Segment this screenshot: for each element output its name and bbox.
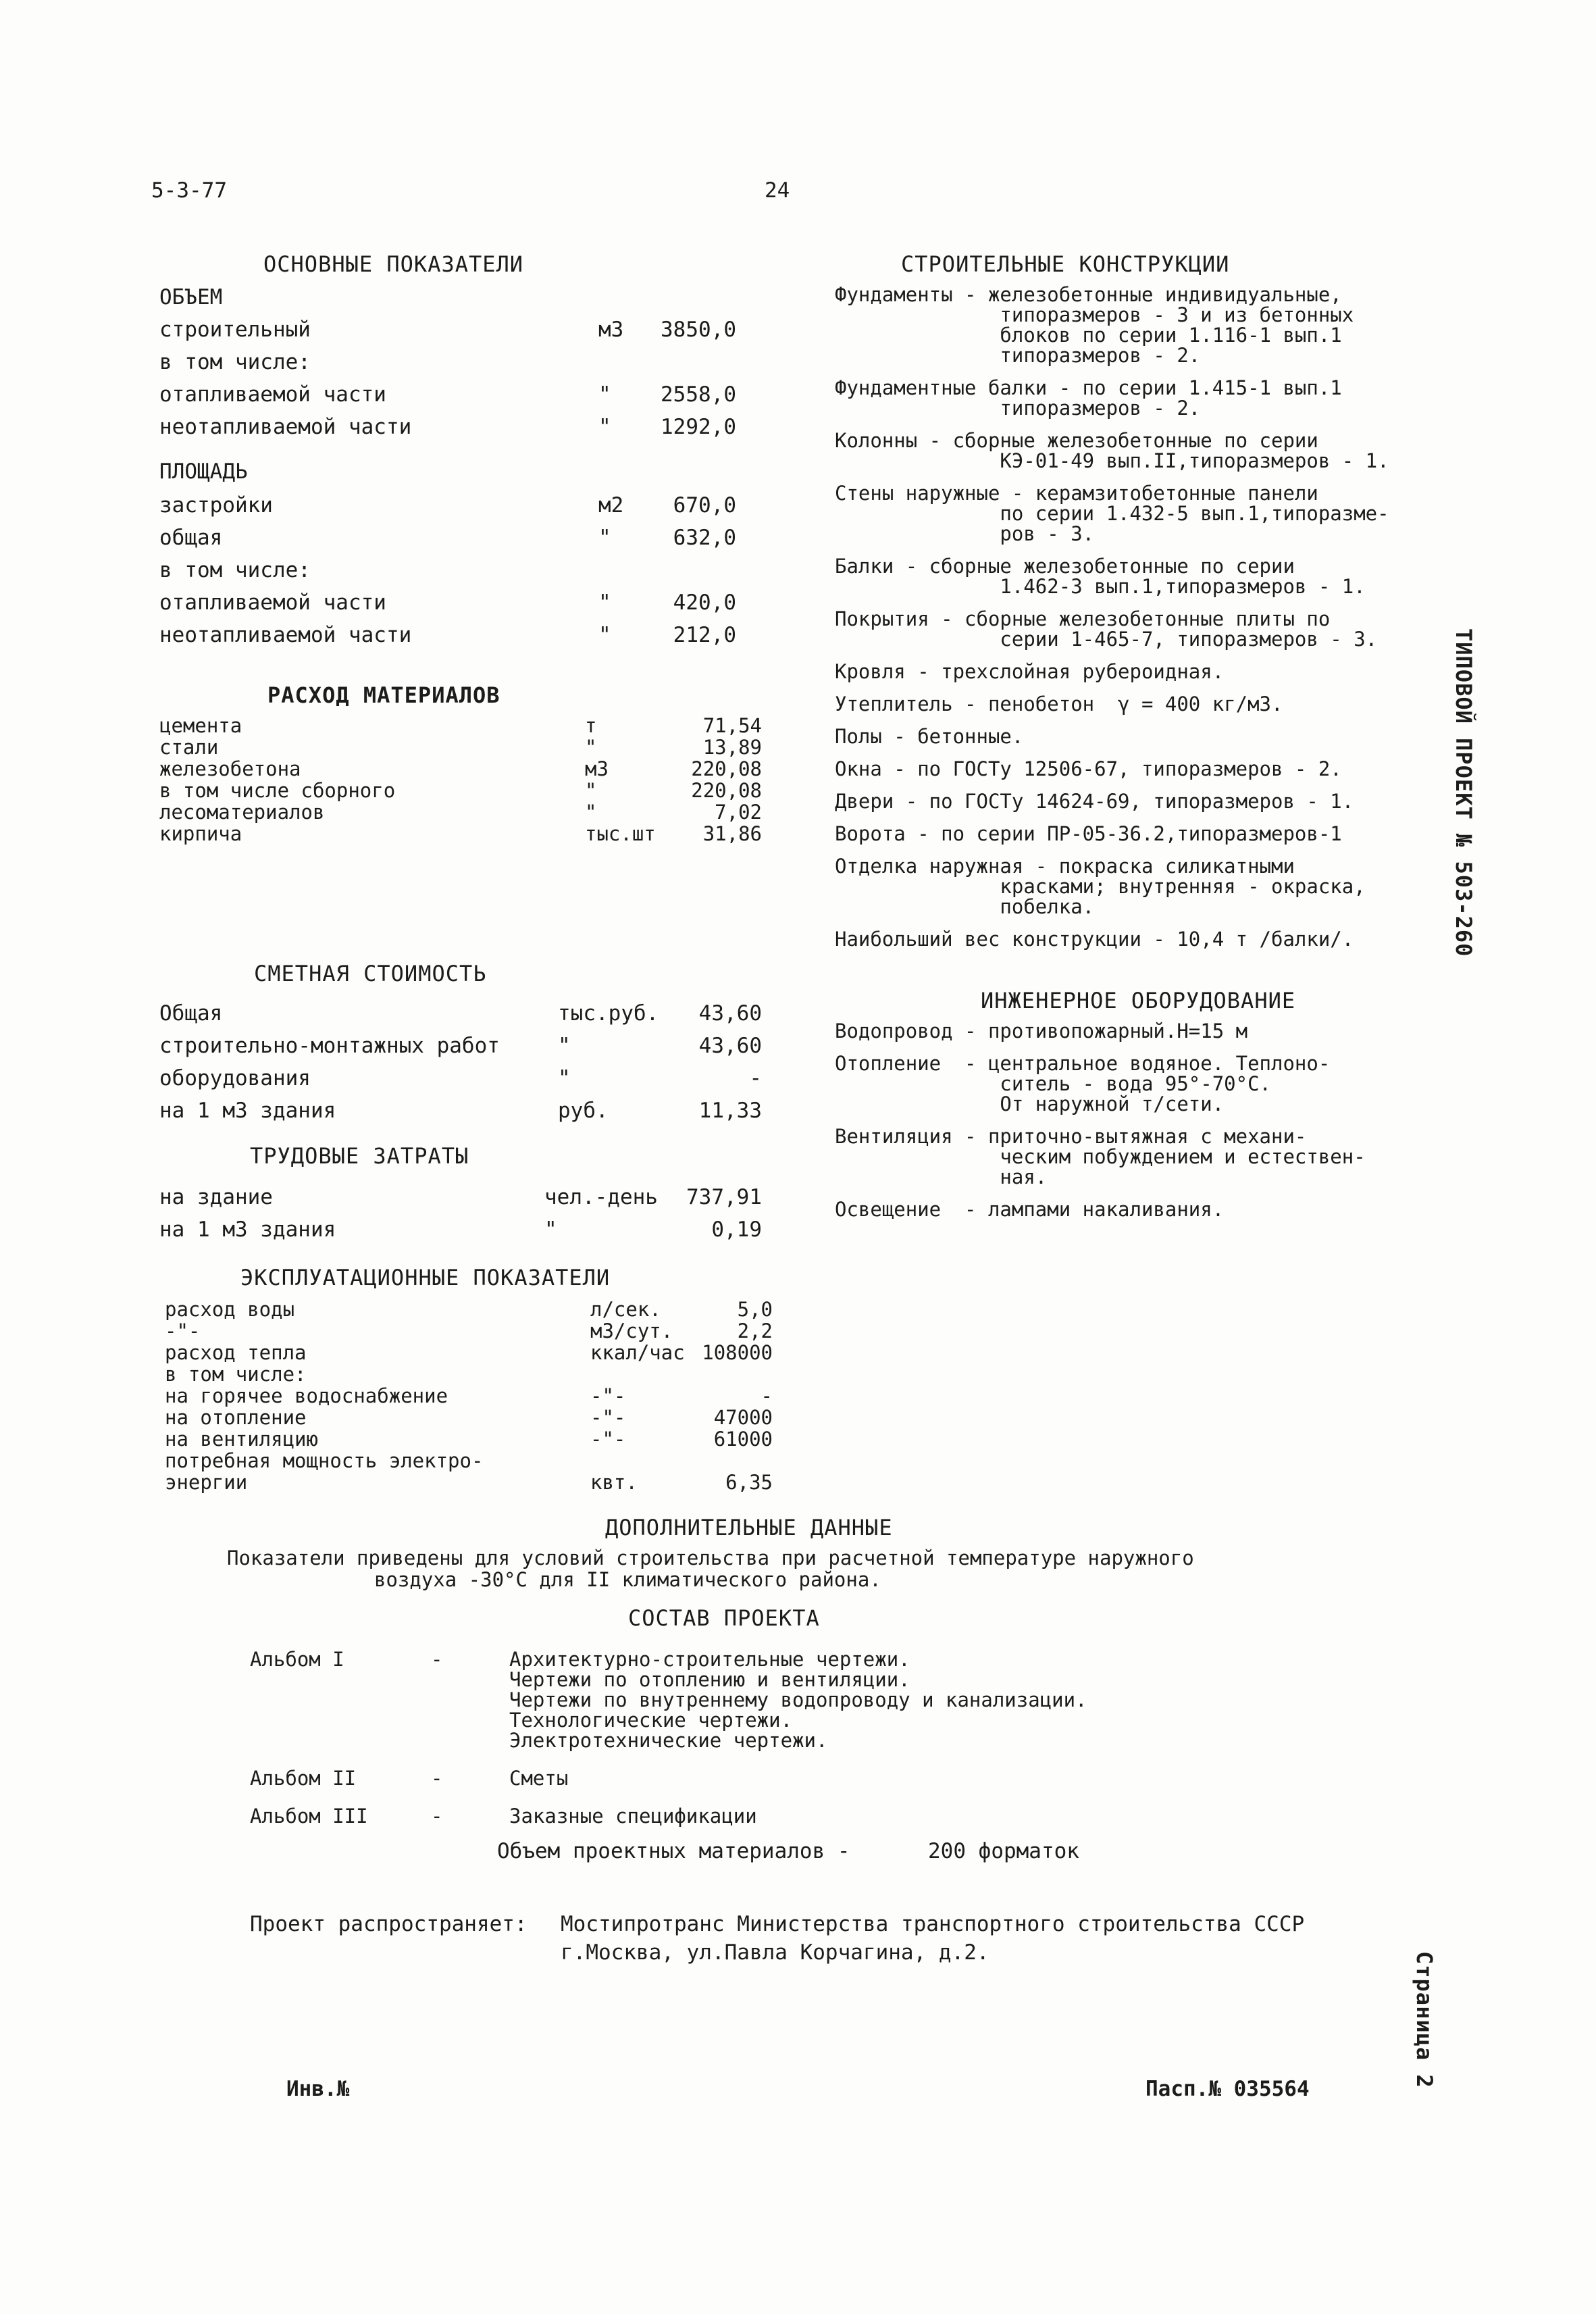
row-label: стали [159,736,219,759]
row-unit: чел.-день [544,1185,658,1209]
engineering-list [835,1020,1443,1250]
album-content-line: Чертежи по внутреннему водопроводу и канализации. [509,1688,1087,1711]
project-code-vertical: ТИПОВОЙ ПРОЕКТ № 503-260 [1451,628,1476,957]
list-line: серии 1-465-7, типоразмеров - 3. [835,628,1378,651]
list-line: ческим побуждением и естествен- [835,1145,1366,1168]
row-label: отапливаемой части [159,590,386,615]
row-label: в том числе: [165,1363,307,1386]
row-unit: " [558,1066,571,1090]
labor-heading: ТРУДОВЫЕ ЗАТРАТЫ [250,1143,469,1169]
row-label: в том числе: [159,350,311,374]
row-value: 632,0 [673,526,736,550]
row-label: неотапливаемой части [159,623,412,647]
row-value: 220,08 [691,779,762,802]
row-unit: " [585,801,597,824]
list-line: Наибольший вес конструкции - 10,4 т /балки/. [835,928,1354,951]
materials-heading: РАСХОД МАТЕРИАЛОВ [267,682,500,708]
list-line: Фундаменты - железобетонные индивидуальные, [835,283,1342,306]
row-unit: " [558,1034,571,1058]
row-label: расход тепла [165,1341,307,1364]
row-value: 737,91 [686,1185,762,1209]
row-label: общая [159,526,223,550]
row-unit: руб. [558,1099,609,1123]
area-heading: ПЛОЩАДЬ [159,459,248,484]
row-value: 212,0 [673,623,736,647]
composition-heading: СОСТАВ ПРОЕКТА [628,1605,820,1631]
row-value: 3850,0 [661,318,736,342]
row-value: 2558,0 [661,382,736,407]
list-line: Водопровод - противопожарный.Н=15 м [835,1020,1248,1042]
volume-heading: ОБЪЕМ [159,285,223,309]
row-unit: " [585,779,597,802]
row-value: 670,0 [673,493,736,518]
list-line: ров - 3. [835,522,1095,545]
row-value: 420,0 [673,590,736,615]
list-line: Кровля - трехслойная рубероидная. [835,660,1225,683]
row-label: лесоматериалов [159,801,325,824]
row-label: Общая [159,1001,223,1026]
list-line: Балки - сборные железобетонные по серии [835,555,1295,578]
materials-volume-label: Объем проектных материалов - [497,1839,850,1863]
row-unit: м2 [598,493,624,518]
row-value: 108000 [702,1341,773,1364]
row-value: 6,35 [725,1471,773,1494]
row-unit: " [585,736,597,759]
album-name: Альбом II [250,1767,357,1790]
list-line: типоразмеров - 2. [835,397,1201,420]
album-content-line: Чертежи по отоплению и вентиляции. [509,1668,910,1691]
row-label: кирпича [159,822,242,845]
list-line: От наружной т/сети. [835,1092,1225,1115]
row-value: 43,60 [698,1034,762,1058]
album-content-line: Электротехнические чертежи. [509,1729,828,1752]
album-dash: - [431,1648,443,1671]
row-value: 7,02 [715,801,762,824]
row-unit: -"- [590,1406,626,1429]
list-line: Стены наружные - керамзитобетонные панели [835,482,1318,505]
document-code: 5-3-77 [151,178,227,203]
operation-heading: ЭКСПЛУАТАЦИОННЫЕ ПОКАЗАТЕЛИ [240,1265,611,1290]
row-label: на горячее водоснабжение [165,1384,448,1407]
row-label: потребная мощность электро- [165,1449,484,1472]
constructions-heading: СТРОИТЕЛЬНЫЕ КОНСТРУКЦИИ [901,251,1230,277]
additional-heading: ДОПОЛНИТЕЛЬНЫЕ ДАННЫЕ [605,1515,893,1540]
list-line: Колонны - сборные железобетонные по серии [835,429,1318,452]
row-label: в том числе: [159,558,311,582]
row-label: неотапливаемой части [159,415,412,439]
row-unit: квт. [590,1471,638,1494]
list-line: Утеплитель - пенобетон γ = 400 кг/м3. [835,693,1283,715]
album-content-line: Заказные спецификации [509,1805,757,1828]
distribution-line-2: г.Москва, ул.Павла Корчагина, д.2. [561,1940,989,1965]
album-name: Альбом I [250,1648,344,1671]
list-line: Отопление - центральное водяное. Теплоно- [835,1052,1331,1075]
list-line: Покрытия - сборные железобетонные плиты по [835,607,1331,630]
row-label: строительно-монтажных работ [159,1034,500,1058]
row-unit: т [585,714,597,737]
row-value: 1292,0 [661,415,736,439]
row-unit: " [598,415,611,439]
row-label: -"- [165,1319,201,1342]
list-line: красками; внутренняя - окраска, [835,875,1366,898]
row-value: 5,0 [737,1298,773,1321]
row-value: 71,54 [702,714,762,737]
constructions-list [835,284,1443,959]
list-line: Освещение - лампами накаливания. [835,1198,1225,1221]
list-line: Двери - по ГОСТу 14624-69, типоразмеров - 1. [835,790,1354,813]
row-unit: " [598,526,611,550]
row-unit: " [544,1217,557,1242]
distribution-line-1: Мостипротранс Министерства транспортного строительства СССР [561,1912,1305,1936]
page-number: 24 [765,178,790,203]
list-line: Вентиляция - приточно-вытяжная с механи- [835,1125,1307,1148]
list-line: КЭ-01-49 вып.II,типоразмеров - 1. [835,449,1389,472]
row-label: железобетона [159,757,301,780]
main-title: ОСНОВНЫЕ ПОКАЗАТЕЛИ [263,251,524,277]
list-line: типоразмеров - 2. [835,344,1201,367]
list-line: 1.462-3 вып.1,типоразмеров - 1. [835,575,1366,598]
list-line: Полы - бетонные. [835,725,1024,748]
row-label: расход воды [165,1298,295,1321]
row-value: - [749,1066,762,1090]
row-label: энергии [165,1471,248,1494]
list-line: Фундаментные балки - по серии 1.415-1 вып.1 [835,376,1342,399]
row-value: 2,2 [737,1319,773,1342]
row-value: 13,89 [702,736,762,759]
page-label-vertical: Страница 2 [1412,1951,1437,2088]
album-content-line: Технологические чертежи. [509,1709,793,1732]
row-unit: тыс.шт [585,822,656,845]
row-label: на здание [159,1185,273,1209]
row-label: застройки [159,493,273,518]
materials-table [159,715,794,850]
cost-heading: СМЕТНАЯ СТОИМОСТЬ [254,961,487,986]
list-line: типоразмеров - 3 и из бетонных [835,303,1354,326]
row-unit: тыс.руб. [558,1001,659,1026]
row-label: на 1 м3 здания [159,1217,336,1242]
row-label: цемента [159,714,242,737]
row-label: строительный [159,318,311,342]
list-line: по серии 1.432-5 вып.1,типоразме- [835,502,1389,525]
row-value: 11,33 [698,1099,762,1123]
list-line: ная. [835,1165,1048,1188]
row-unit: ккал/час [590,1341,685,1364]
additional-line-2: воздуха -30°С для II климатического района. [374,1568,881,1591]
row-value: 43,60 [698,1001,762,1026]
passport-number: Пасп.№ 035564 [1145,2077,1310,2101]
operation-table [165,1299,800,1501]
album-dash: - [431,1805,443,1828]
row-label: на вентиляцию [165,1428,318,1451]
row-value: 31,86 [702,822,762,845]
row-unit: м3 [585,757,609,780]
list-line: Ворота - по серии ПР-05-36.2,типоразмеров-1 [835,822,1342,845]
row-label: в том числе сборного [159,779,396,802]
list-line: Окна - по ГОСТу 12506-67, типоразмеров - 2. [835,757,1342,780]
row-unit: м3/сут. [590,1319,673,1342]
row-label: отапливаемой части [159,382,386,407]
distribution-label: Проект распространяет: [250,1912,527,1936]
inventory-number: Инв.№ [286,2077,350,2101]
volume-table [159,316,794,451]
row-unit: " [598,623,611,647]
album-content-line: Сметы [509,1767,569,1790]
row-value: 61000 [713,1428,773,1451]
cost-table [159,1000,794,1135]
engineering-heading: ИНЖЕНЕРНОЕ ОБОРУДОВАНИЕ [981,988,1296,1013]
row-value: 47000 [713,1406,773,1429]
row-unit: -"- [590,1384,626,1407]
list-line: побелка. [835,895,1095,918]
album-name: Альбом III [250,1805,368,1828]
row-unit: -"- [590,1428,626,1451]
row-unit: м3 [598,318,624,342]
row-value: - [761,1384,773,1407]
list-line: Отделка наружная - покраска силикатными [835,855,1295,878]
area-table [159,492,794,654]
album-content-line: Архитектурно-строительные чертежи. [509,1648,910,1671]
row-unit: " [598,590,611,615]
materials-volume-value: 200 форматок [928,1839,1079,1863]
labor-table [159,1184,794,1251]
additional-line-1: Показатели приведены для условий строительства при расчетной температуре наружного [227,1546,1194,1569]
list-line: блоков по серии 1.116-1 вып.1 [835,324,1342,347]
albums-list [250,1648,1195,1828]
row-value: 0,19 [711,1217,762,1242]
row-label: на 1 м3 здания [159,1099,336,1123]
row-unit: " [598,382,611,407]
list-line: ситель - вода 95°-70°С. [835,1072,1272,1095]
album-dash: - [431,1767,443,1790]
row-label: оборудования [159,1066,311,1090]
row-label: на отопление [165,1406,307,1429]
row-value: 220,08 [691,757,762,780]
row-unit: л/сек. [590,1298,661,1321]
